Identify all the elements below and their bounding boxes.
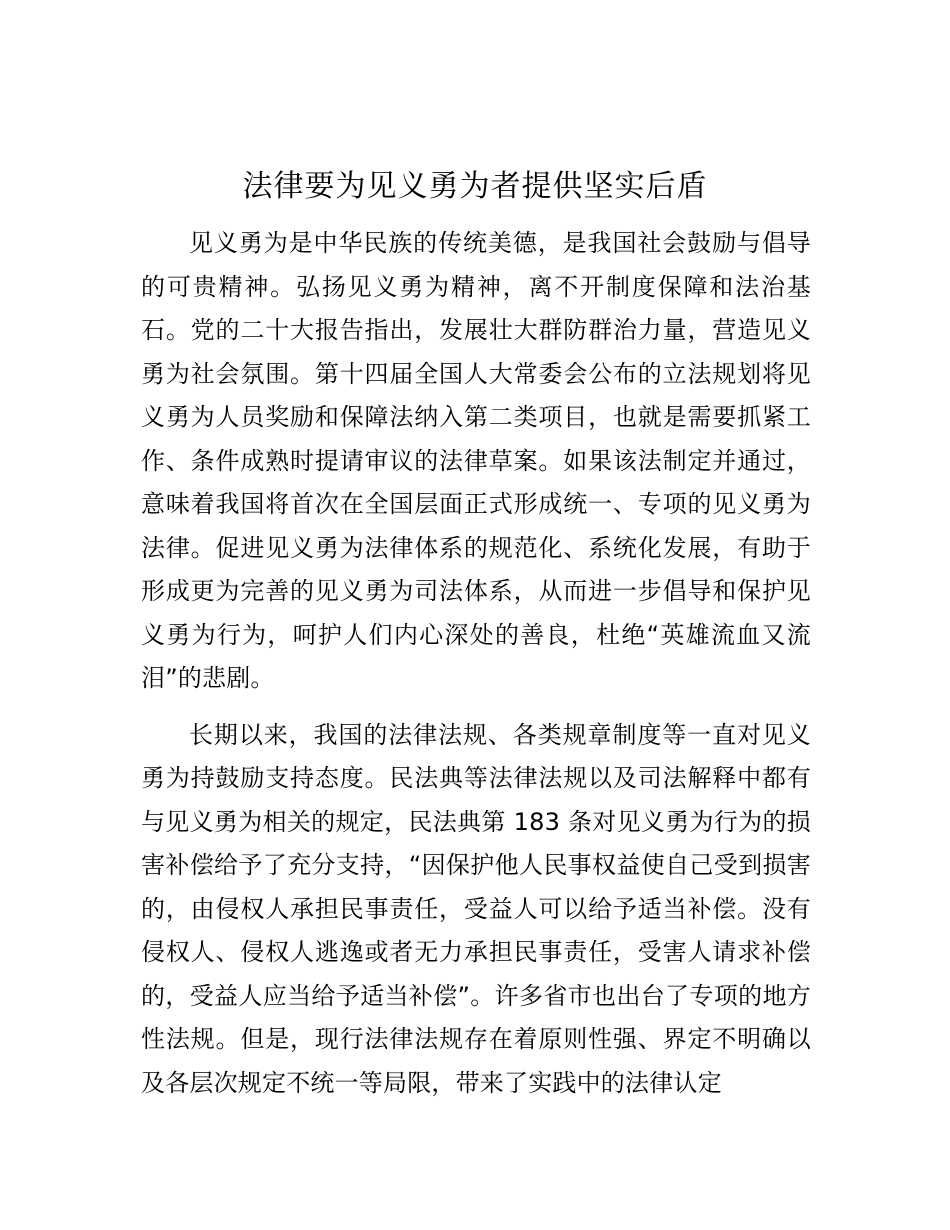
paragraph-2: 长期以来，我国的法律法规、各类规章制度等一直对见义勇为持鼓励支持态度。民法典等法律法规以及司法解释中都有与见义勇为相关的规定，民法典第 183 条对见义勇为行为的损害补偿给予了充分支持，“因保护他人民事权益使自己受到损害的，由侵权人承担民事责任，受益人可以给予适当补偿。没有侵权人、侵权人逃逸或者无力承担民事责任，受害人请求补偿的，受益人应当给予适当补偿”。许多省市也出台了专项的地方性法规。但是，现行法律法规存在着原则性强、界定不明确以及各层次规定不统一等局限，带来了实践中的法律认定 (141, 720, 811, 1097)
document-body (141, 222, 811, 1105)
document-title: 法律要为见义勇为者提供坚实后盾 (242, 169, 708, 204)
paragraph-1: 见义勇为是中华民族的传统美德，是我国社会鼓励与倡导的可贵精神。弘扬见义勇为精神，离不开制度保障和法治基石。党的二十大报告指出，发展壮大群防群治力量，营造见义勇为社会氛围。第十四届全国人大常委会公布的立法规划将见义勇为人员奖励和保障法纳入第二类项目，也就是需要抓紧工作、条件成熟时提请审议的法律草案。如果该法制定并通过，意味着我国将首次在全国层面正式形成统一、专项的见义勇为法律。促进见义勇为法律体系的规范化、系统化发展，有助于形成更为完善的见义勇为司法体系，从而进一步倡导和保护见义勇为行为，呵护人们内心深处的善良，杜绝“英雄流血又流泪”的悲剧。 (141, 229, 811, 692)
